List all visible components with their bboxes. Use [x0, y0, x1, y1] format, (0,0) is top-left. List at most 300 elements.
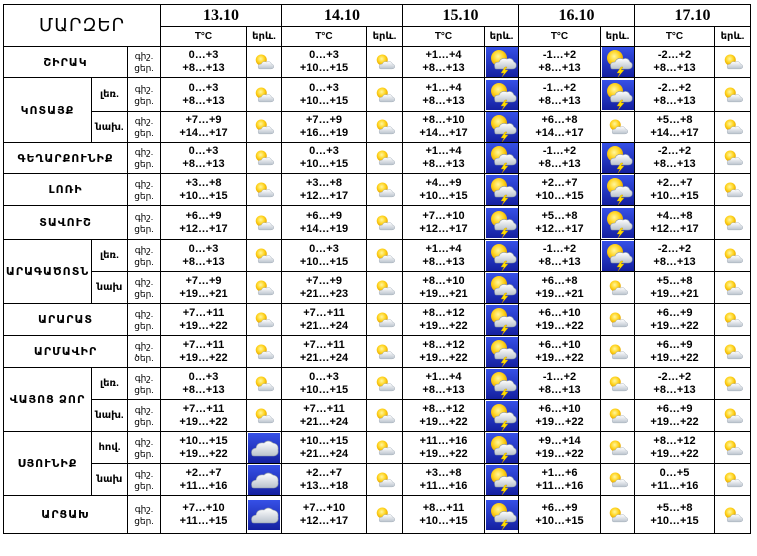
day-temperature: +19…+22 [650, 319, 699, 332]
partly-cloudy-icon [722, 407, 744, 425]
partly-cloudy-icon [374, 247, 396, 265]
night-label: գիշ. [134, 340, 154, 351]
weather-column-header: երև. [715, 27, 751, 47]
temperature-cell [161, 143, 247, 174]
night-temperature: +1…+6 [541, 466, 578, 479]
subregion-label: նախ [92, 464, 128, 496]
day-temperature: +8…+13 [653, 62, 696, 74]
temperature-cell [403, 368, 485, 400]
day-temperature: +11…+16 [535, 479, 584, 492]
cloudy-icon [248, 433, 280, 463]
partly-cloudy-icon [722, 471, 744, 489]
day-temperature: +14…+19 [299, 222, 349, 235]
night-label: գիշ. [134, 147, 154, 157]
temperature-cell [403, 78, 485, 112]
night-temperature: 0…+3 [309, 370, 339, 383]
day-temperature: +12…+17 [419, 222, 468, 235]
region-row [4, 112, 751, 143]
weather-icon-cell [601, 78, 635, 112]
weather-icon-cell [715, 336, 751, 368]
weather-icon-cell [485, 174, 519, 206]
temperature-cell [519, 304, 601, 336]
night-temperature: +8…+11 [422, 501, 465, 514]
day-temperature: +19…+21 [419, 287, 468, 300]
temperature-cell [161, 432, 247, 464]
night-temperature: +3…+8 [425, 466, 462, 479]
partly-cloudy-icon [722, 279, 744, 297]
night-temperature: +6…+9 [185, 209, 222, 222]
thunderstorm-icon [486, 175, 518, 205]
temperature-cell [282, 368, 367, 400]
partly-cloudy-icon [607, 279, 629, 297]
time-of-day-labels [128, 47, 161, 78]
night-temperature: +1…+4 [425, 145, 462, 157]
partly-cloudy-icon [607, 118, 629, 136]
weather-icon-cell [601, 464, 635, 496]
cloudy-icon [248, 500, 280, 530]
night-temperature: +6…+8 [541, 114, 578, 126]
day-temperature: +12…+17 [179, 222, 228, 235]
cloudy-icon [248, 465, 280, 495]
night-temperature: -2…+2 [657, 242, 692, 255]
weather-icon-cell [715, 272, 751, 304]
night-temperature: +6…+9 [656, 338, 693, 351]
weather-icon-cell [367, 336, 403, 368]
temperature-cell [635, 304, 715, 336]
weather-icon-cell [601, 272, 635, 304]
day-temperature: +16…+19 [299, 127, 349, 139]
time-of-day-labels [128, 143, 161, 174]
region-row [4, 464, 751, 496]
thunderstorm-icon [602, 241, 634, 271]
region-row [4, 47, 751, 78]
partly-cloudy-icon [722, 181, 744, 199]
weather-icon-cell [485, 112, 519, 143]
day-temperature: +19…+22 [179, 447, 228, 460]
weather-icon-cell [715, 400, 751, 432]
day-temperature: +8…+13 [538, 62, 581, 74]
time-of-day-labels [128, 464, 161, 496]
day-temperature: +21…+24 [299, 447, 349, 460]
night-temperature: +7…+11 [182, 338, 225, 351]
day-temperature: +11…+16 [419, 479, 468, 492]
day-temperature: +8…+13 [182, 255, 225, 268]
weather-icon-cell [485, 432, 519, 464]
regions-header: ՄԱՐԶԵՐ [4, 5, 161, 47]
day-temperature: +19…+22 [419, 351, 468, 364]
partly-cloudy-icon [374, 279, 396, 297]
temperature-cell [519, 78, 601, 112]
thunderstorm-icon [486, 337, 518, 367]
temperature-cell [282, 400, 367, 432]
day-temperature: +12…+17 [299, 514, 349, 527]
weather-icon-cell [715, 432, 751, 464]
partly-cloudy-icon [374, 407, 396, 425]
weather-icon-cell [485, 240, 519, 272]
partly-cloudy-icon [374, 439, 396, 457]
night-temperature: +1…+4 [425, 49, 462, 61]
night-temperature: +6…+10 [538, 402, 581, 415]
temp-column-header: T°C [519, 27, 601, 47]
temperature-cell [519, 240, 601, 272]
temperature-cell [519, 464, 601, 496]
forecast-table [3, 4, 751, 534]
temperature-cell [161, 174, 247, 206]
night-temperature: +8…+12 [422, 402, 465, 415]
temperature-cell [403, 112, 485, 143]
night-temperature: +11…+16 [419, 434, 468, 447]
temperature-cell [161, 400, 247, 432]
weather-column-header: երև. [601, 27, 635, 47]
day-label: ցեր. [134, 190, 154, 201]
night-label: գիշ. [134, 178, 154, 189]
day-temperature: +19…+22 [419, 447, 468, 460]
temperature-cell [635, 464, 715, 496]
night-temperature: 0…+3 [188, 81, 219, 94]
weather-icon-cell [601, 496, 635, 534]
subregion-label: հով. [92, 432, 128, 464]
date-header: 16.10 [519, 5, 635, 27]
partly-cloudy-icon [374, 375, 396, 393]
night-temperature: 0…+3 [188, 242, 219, 255]
temperature-cell [403, 206, 485, 240]
day-temperature: +19…+22 [419, 415, 468, 428]
temperature-cell [161, 112, 247, 143]
partly-cloudy-icon [374, 471, 396, 489]
day-temperature: +19…+21 [179, 287, 228, 300]
day-temperature: +8…+13 [182, 62, 225, 74]
time-of-day-labels [128, 496, 161, 534]
partly-cloudy-icon [722, 311, 744, 329]
night-label: գիշ. [134, 436, 154, 447]
temperature-cell [519, 272, 601, 304]
time-of-day-labels [128, 174, 161, 206]
temperature-cell [403, 174, 485, 206]
partly-cloudy-icon [253, 149, 275, 167]
region-name: ՎԱՅՈՑ ՁՈՐ [4, 368, 92, 432]
partly-cloudy-icon [607, 506, 629, 524]
night-temperature: +1…+4 [425, 242, 462, 255]
temperature-cell [403, 304, 485, 336]
night-temperature: +3…+8 [305, 176, 343, 189]
day-label: ցեր. [134, 159, 154, 169]
night-temperature: 0…+3 [188, 49, 219, 61]
weather-icon-cell [715, 174, 751, 206]
partly-cloudy-icon [374, 149, 396, 167]
weather-icon-cell [485, 206, 519, 240]
partly-cloudy-icon [253, 247, 275, 265]
weather-icon-cell [247, 304, 282, 336]
night-temperature: 0…+3 [309, 145, 339, 157]
temperature-cell [282, 432, 367, 464]
temperature-cell [519, 432, 601, 464]
thunderstorm-icon [486, 208, 518, 238]
weather-icon-cell [715, 206, 751, 240]
partly-cloudy-icon [253, 375, 275, 393]
weather-icon-cell [247, 432, 282, 464]
weather-icon-cell [601, 336, 635, 368]
temperature-cell [161, 304, 247, 336]
night-temperature: +1…+4 [425, 81, 462, 94]
weather-icon-cell [485, 400, 519, 432]
partly-cloudy-icon [253, 407, 275, 425]
weather-icon-cell [601, 400, 635, 432]
night-temperature: +5…+8 [541, 209, 578, 222]
temperature-cell [635, 206, 715, 240]
date-header: 13.10 [161, 5, 282, 27]
region-row [4, 496, 751, 534]
partly-cloudy-icon [607, 439, 629, 457]
partly-cloudy-icon [374, 53, 396, 71]
night-temperature: +10…+15 [299, 434, 349, 447]
date-header: 15.10 [403, 5, 519, 27]
day-temperature: +8…+13 [422, 94, 465, 107]
temperature-cell [519, 112, 601, 143]
weather-icon-cell [367, 240, 403, 272]
region-row [4, 400, 751, 432]
night-temperature: 0…+3 [309, 81, 339, 94]
night-temperature: +7…+9 [185, 114, 222, 126]
weather-icon-cell [715, 112, 751, 143]
day-temperature: +19…+21 [535, 287, 584, 300]
time-of-day-labels [128, 432, 161, 464]
thunderstorm-icon [602, 175, 634, 205]
partly-cloudy-icon [722, 118, 744, 136]
day-temperature: +10…+15 [419, 189, 468, 202]
partly-cloudy-icon [722, 247, 744, 265]
night-temperature: +7…+9 [305, 114, 343, 126]
night-temperature: 0…+3 [188, 145, 219, 157]
night-temperature: +7…+11 [182, 306, 225, 319]
time-of-day-labels [128, 304, 161, 336]
subregion-label: լեռ. [92, 240, 128, 272]
temperature-cell [161, 496, 247, 534]
temperature-cell [635, 143, 715, 174]
region-name: ԱՐՑԱԽ [4, 496, 128, 534]
night-temperature: 0…+3 [188, 370, 219, 383]
day-temperature: +8…+13 [182, 158, 225, 170]
day-temperature: +10…+15 [299, 255, 349, 268]
night-temperature: +2…+7 [541, 176, 578, 189]
day-temperature: +8…+13 [653, 158, 696, 170]
night-temperature: +8…+12 [422, 338, 465, 351]
day-temperature: +13…+18 [299, 479, 349, 492]
night-temperature: +2…+7 [305, 466, 343, 479]
weather-icon-cell [715, 368, 751, 400]
weather-icon-cell [247, 400, 282, 432]
partly-cloudy-icon [253, 118, 275, 136]
temperature-cell [403, 400, 485, 432]
temperature-cell [282, 464, 367, 496]
temperature-cell [519, 400, 601, 432]
day-label: ցեր. [134, 320, 154, 331]
night-temperature: +3…+8 [185, 176, 222, 189]
thunderstorm-icon [486, 241, 518, 271]
temperature-cell [519, 143, 601, 174]
night-temperature: -1…+2 [542, 49, 577, 61]
partly-cloudy-icon [253, 86, 275, 104]
weather-icon-cell [715, 304, 751, 336]
thunderstorm-icon [486, 369, 518, 399]
partly-cloudy-icon [722, 214, 744, 232]
night-temperature: +7…+10 [302, 501, 346, 514]
temperature-cell [635, 336, 715, 368]
night-temperature: -1…+2 [542, 81, 577, 94]
day-label: ցեր. [134, 384, 154, 395]
region-name: ԼՈՌԻ [4, 174, 128, 206]
region-row [4, 240, 751, 272]
night-temperature: +7…+10 [422, 209, 465, 222]
time-of-day-labels [128, 368, 161, 400]
time-of-day-labels [128, 336, 161, 368]
day-temperature: +8…+13 [653, 255, 696, 268]
night-temperature: +2…+7 [185, 466, 222, 479]
thunderstorm-icon [486, 401, 518, 431]
night-label: գիշ. [134, 404, 154, 415]
temperature-cell [403, 143, 485, 174]
day-temperature: +19…+22 [535, 415, 584, 428]
weather-icon-cell [367, 272, 403, 304]
night-temperature: +7…+9 [185, 274, 222, 287]
night-temperature: +7…+9 [305, 274, 343, 287]
day-temperature: +8…+13 [538, 383, 581, 396]
weather-icon-cell [485, 336, 519, 368]
region-name: ԳԵՂԱՐՔՈՒՆԻՔ [4, 143, 128, 174]
day-temperature: +21…+24 [299, 319, 349, 332]
night-label: գիշ. [134, 503, 154, 514]
weather-column-header: երև. [367, 27, 403, 47]
temperature-cell [161, 368, 247, 400]
weather-icon-cell [247, 336, 282, 368]
night-temperature: +4…+8 [656, 209, 693, 222]
temperature-cell [403, 240, 485, 272]
night-temperature: +2…+7 [656, 176, 693, 189]
day-temperature: +10…+15 [299, 383, 349, 396]
weather-icon-cell [367, 112, 403, 143]
temperature-cell [635, 368, 715, 400]
day-label: ցեր. [134, 416, 154, 427]
weather-icon-cell [601, 368, 635, 400]
weather-icon-cell [715, 240, 751, 272]
partly-cloudy-icon [722, 506, 744, 524]
temperature-cell [282, 174, 367, 206]
thunderstorm-icon [486, 80, 518, 110]
thunderstorm-icon [602, 143, 634, 173]
weather-icon-cell [601, 432, 635, 464]
night-temperature: +7…+11 [182, 402, 225, 415]
day-label: ցեր. [134, 223, 154, 234]
partly-cloudy-icon [374, 214, 396, 232]
temp-column-header: T°C [403, 27, 485, 47]
temperature-cell [161, 206, 247, 240]
day-temperature: +19…+22 [179, 319, 228, 332]
time-of-day-labels [128, 272, 161, 304]
partly-cloudy-icon [253, 343, 275, 361]
weather-icon-cell [715, 464, 751, 496]
weather-icon-cell [247, 112, 282, 143]
partly-cloudy-icon [722, 375, 744, 393]
thunderstorm-icon [486, 112, 518, 142]
temperature-cell [635, 47, 715, 78]
weather-icon-cell [367, 174, 403, 206]
day-temperature: +8…+13 [653, 383, 696, 396]
night-temperature: +5…+8 [656, 114, 693, 126]
region-name: ԱՐԱՐԱՏ [4, 304, 128, 336]
day-temperature: +10…+15 [299, 158, 349, 170]
thunderstorm-icon [486, 143, 518, 173]
day-temperature: +8…+13 [538, 255, 581, 268]
partly-cloudy-icon [607, 375, 629, 393]
partly-cloudy-icon [374, 343, 396, 361]
temperature-cell [282, 112, 367, 143]
thunderstorm-icon [486, 305, 518, 335]
weather-icon-cell [485, 78, 519, 112]
weather-icon-cell [247, 368, 282, 400]
weather-icon-cell [715, 143, 751, 174]
temperature-cell [282, 336, 367, 368]
day-label: ցեր. [134, 256, 154, 267]
weather-icon-cell [367, 432, 403, 464]
night-label: գիշ. [134, 116, 154, 126]
time-of-day-labels [128, 206, 161, 240]
partly-cloudy-icon [253, 279, 275, 297]
region-row [4, 304, 751, 336]
weather-column-header: երև. [485, 27, 519, 47]
weather-icon-cell [715, 47, 751, 78]
night-temperature: +8…+12 [422, 306, 465, 319]
weather-icon-cell [247, 174, 282, 206]
night-label: գիշ. [134, 244, 154, 255]
region-name: ՍՅՈՒՆԻՔ [4, 432, 92, 496]
temperature-cell [282, 143, 367, 174]
day-temperature: +10…+15 [535, 189, 584, 202]
weather-icon-cell [367, 78, 403, 112]
temperature-cell [635, 400, 715, 432]
weather-icon-cell [367, 304, 403, 336]
weather-icon-cell [247, 240, 282, 272]
day-label: ցեր. [134, 63, 154, 73]
partly-cloudy-icon [607, 407, 629, 425]
night-label: գիշ. [134, 51, 154, 61]
weather-column-header: երև. [247, 27, 282, 47]
temperature-cell [519, 368, 601, 400]
partly-cloudy-icon [722, 86, 744, 104]
night-temperature: +7…+10 [182, 501, 225, 514]
region-row [4, 78, 751, 112]
night-label: գիշ. [134, 211, 154, 222]
temperature-cell [519, 174, 601, 206]
day-temperature: +11…+15 [179, 514, 228, 527]
partly-cloudy-icon [722, 439, 744, 457]
thunderstorm-icon [486, 273, 518, 303]
time-of-day-labels [128, 400, 161, 432]
night-label: գիշ. [134, 83, 154, 94]
night-temperature: -1…+2 [542, 370, 577, 383]
time-of-day-labels [128, 112, 161, 143]
day-temperature: +10…+15 [535, 514, 584, 527]
weather-icon-cell [485, 368, 519, 400]
region-name: ՏԱՎՈՒՇ [4, 206, 128, 240]
weather-icon-cell [601, 240, 635, 272]
day-temperature: +14…+17 [535, 127, 584, 139]
night-temperature: +5…+8 [656, 274, 693, 287]
weather-icon-cell [485, 47, 519, 78]
night-temperature: 0…+3 [309, 242, 339, 255]
weather-icon-cell [485, 496, 519, 534]
day-label: ցեր. [134, 128, 154, 138]
day-temperature: +19…+22 [650, 415, 699, 428]
day-temperature: +10…+15 [650, 514, 699, 527]
